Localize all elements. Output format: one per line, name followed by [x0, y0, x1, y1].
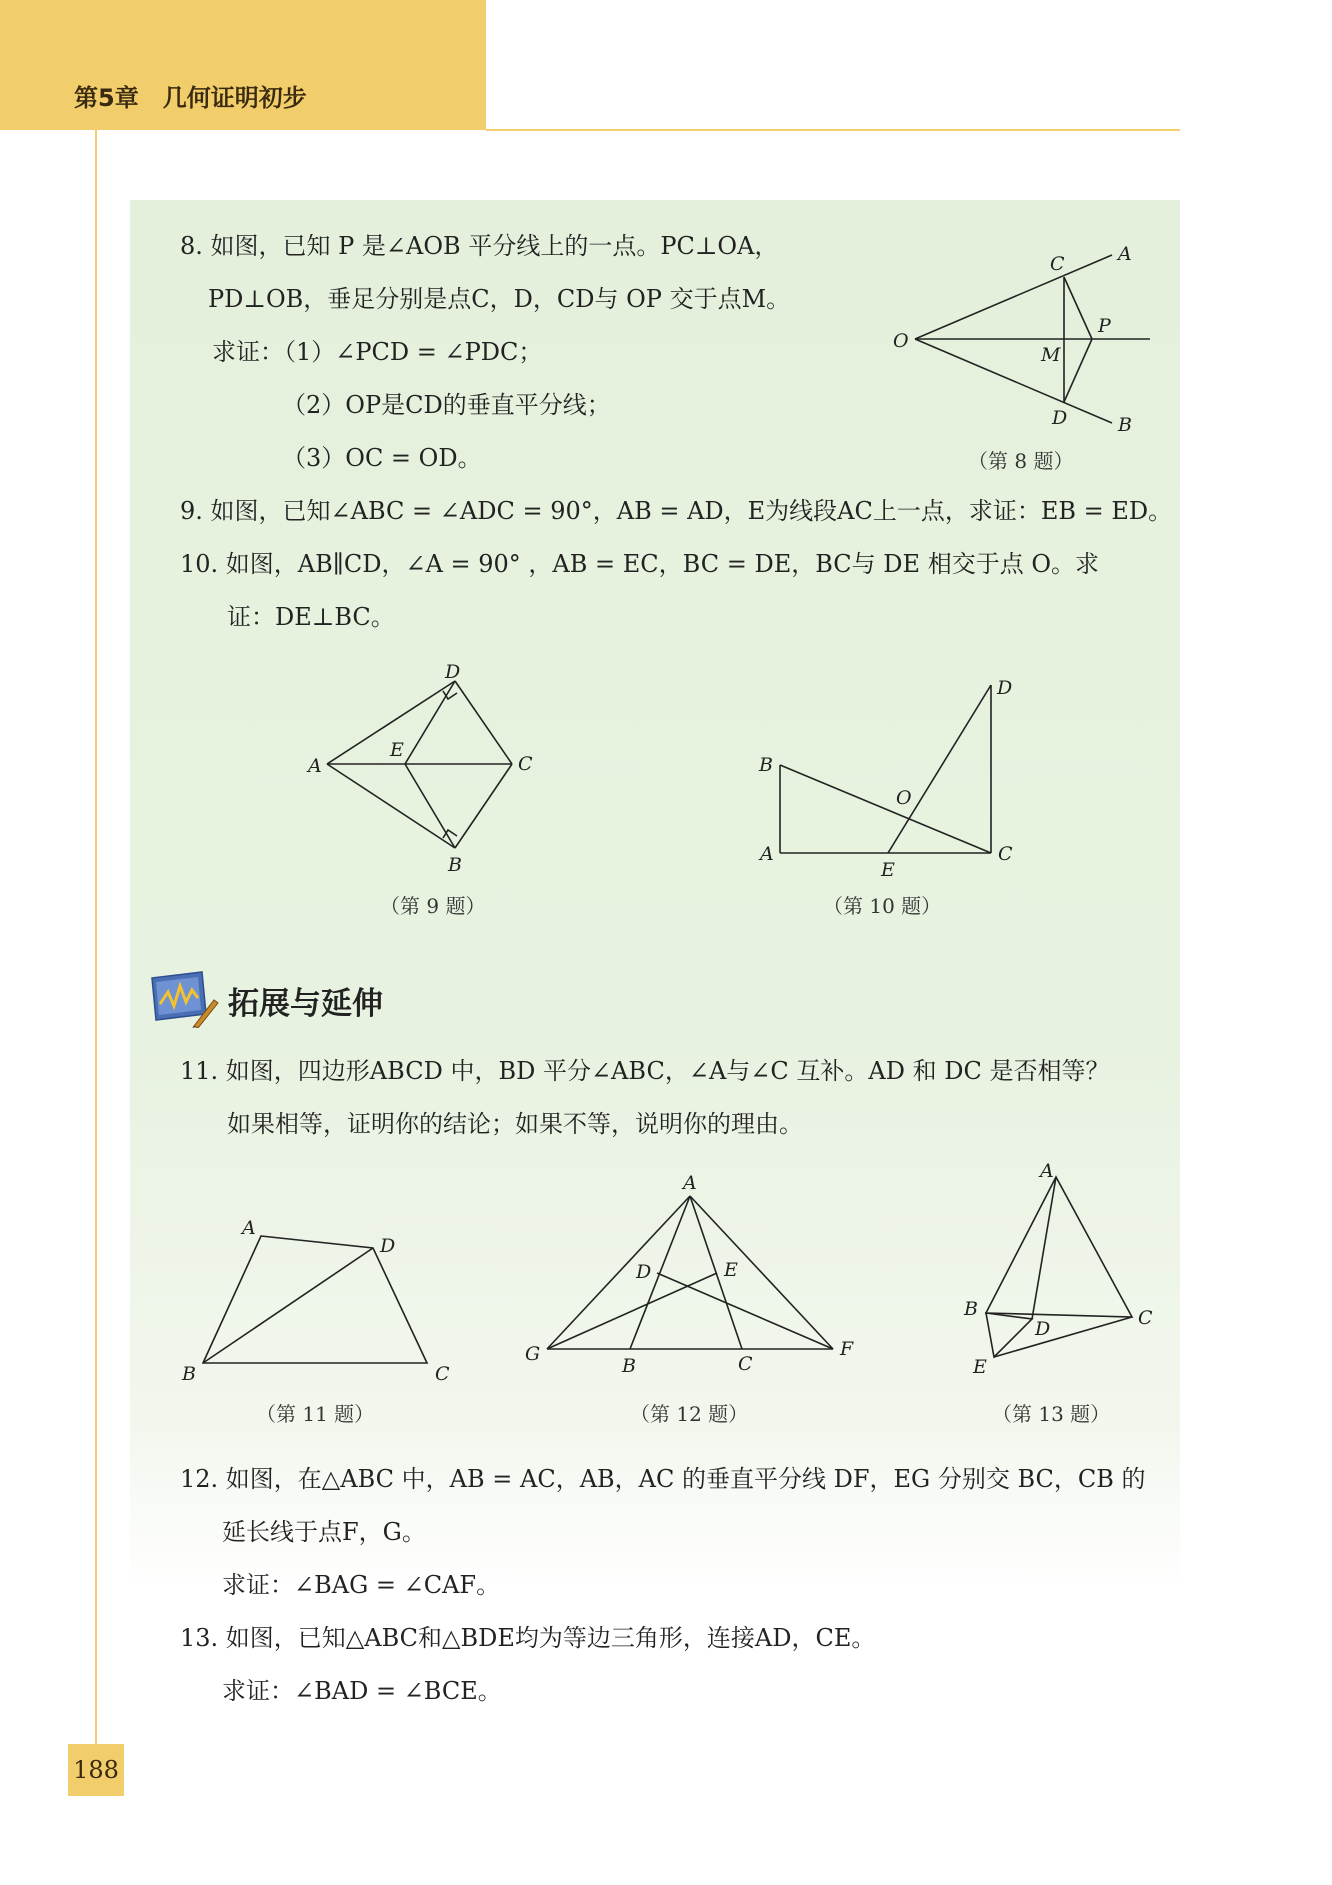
label-c: C	[435, 1363, 450, 1385]
label-a: A	[242, 1217, 256, 1239]
triangle-bde	[986, 1313, 1032, 1357]
segment-af	[690, 1196, 833, 1349]
label-e: E	[973, 1356, 987, 1378]
segment-eb	[405, 764, 455, 848]
figure-8	[880, 240, 1170, 440]
label-e: E	[724, 1259, 738, 1281]
ray-oa	[915, 255, 1112, 339]
figure-9-caption: （第 9 题）	[380, 894, 486, 918]
segment-eg	[547, 1273, 717, 1349]
problem-10-line-2: 证：DE⊥BC。	[227, 603, 395, 631]
label-a: A	[683, 1172, 697, 1194]
problem-11-line-2: 如果相等，证明你的结论；如果不等，说明你的理由。	[227, 1110, 803, 1138]
problem-13-line-2: 求证：∠BAD = ∠BCE。	[222, 1677, 502, 1705]
figure-12-caption: （第 12 题）	[630, 1402, 749, 1426]
label-e: E	[881, 859, 895, 881]
label-g: G	[525, 1343, 541, 1365]
label-d: D	[380, 1235, 396, 1257]
label-d: D	[997, 677, 1013, 699]
label-c: C	[1050, 253, 1065, 275]
label-b: B	[182, 1363, 196, 1385]
problem-8-line-1: 8. 如图，已知 P 是∠AOB 平分线上的一点。PC⊥OA，	[180, 232, 779, 260]
segment-ag	[547, 1196, 690, 1349]
label-a: A	[1040, 1160, 1054, 1182]
label-m: M	[1041, 344, 1061, 366]
label-c: C	[518, 753, 533, 775]
problem-11-line-1: 11. 如图，四边形ABCD 中，BD 平分∠ABC，∠A与∠C 互补。AD 和 DC 是否相等？	[180, 1057, 1110, 1085]
label-d: D	[1035, 1318, 1051, 1340]
figure-10-caption: （第 10 题）	[823, 894, 942, 918]
problem-10-line-1: 10. 如图，AB∥CD，∠A = 90° ，AB = EC，BC = DE，BC与 DE 相交于点 O。求	[180, 550, 1099, 578]
figure-9	[300, 660, 550, 880]
label-b: B	[759, 754, 773, 776]
segment-dp	[1064, 339, 1092, 402]
problem-9: 9. 如图，已知∠ABC = ∠ADC = 90°，AB = AD，E为线段AC上一点，求证：EB = ED。	[180, 497, 1173, 525]
problem-13-line-1: 13. 如图，已知△ABC和△BDE均为等边三角形，连接AD，CE。	[180, 1624, 876, 1652]
problem-12-line-1: 12. 如图，在△ABC 中，AB = AC，AB，AC 的垂直平分线 DF，EG 分别交 BC，CB 的	[180, 1465, 1146, 1493]
segment-cp	[1064, 277, 1092, 339]
label-p: P	[1098, 315, 1111, 337]
figure-8-caption: （第 8 题）	[968, 449, 1074, 473]
page-number: 188	[68, 1744, 124, 1796]
segment-ed	[405, 681, 455, 764]
label-b: B	[964, 1298, 978, 1320]
label-e: E	[390, 739, 404, 761]
problem-8-line-4: （2）OP是CD的垂直平分线；	[282, 391, 611, 419]
figure-13-caption: （第 13 题）	[992, 1402, 1111, 1426]
label-d: D	[445, 661, 461, 683]
header-rule	[486, 129, 1180, 131]
segment-ad	[1032, 1177, 1056, 1319]
segment-bc	[780, 765, 991, 853]
chapter-title: 第5章 几何证明初步	[74, 84, 307, 112]
label-c: C	[1138, 1307, 1153, 1329]
label-a: A	[1118, 243, 1132, 265]
label-b: B	[448, 854, 462, 876]
problem-12-line-3: 求证：∠BAG = ∠CAF。	[222, 1571, 501, 1599]
margin-rule	[95, 130, 97, 1745]
segment-ed	[888, 685, 991, 853]
label-f: F	[840, 1338, 854, 1360]
section-title: 拓展与延伸	[228, 986, 383, 1022]
label-o: O	[896, 787, 912, 809]
segment-df	[657, 1273, 833, 1349]
chart-pen-icon	[150, 970, 222, 1028]
triangle-abc	[986, 1177, 1132, 1317]
label-o: O	[893, 330, 909, 352]
label-d: D	[636, 1261, 652, 1283]
problem-8-line-5: （3）OC = OD。	[282, 444, 482, 472]
problem-8-line-2: PD⊥OB，垂足分别是点C，D，CD与 OP 交于点M。	[208, 285, 791, 313]
label-b: B	[1118, 414, 1132, 436]
figure-13	[940, 1160, 1180, 1390]
label-d: D	[1052, 407, 1068, 429]
figure-11	[180, 1210, 470, 1390]
label-a: A	[308, 755, 322, 777]
figure-10	[750, 670, 1030, 880]
label-c: C	[738, 1353, 753, 1375]
figure-11-caption: （第 11 题）	[256, 1402, 375, 1426]
label-c: C	[998, 843, 1013, 865]
segment-ab	[327, 764, 455, 848]
label-b: B	[622, 1355, 636, 1377]
ray-ob	[915, 339, 1112, 423]
label-a: A	[760, 843, 774, 865]
segment-bc	[455, 764, 512, 848]
segment-dc	[455, 681, 512, 764]
problem-12-line-2: 延长线于点F，G。	[222, 1518, 426, 1546]
figure-12	[520, 1170, 860, 1380]
problem-8-line-3: 求证：（1）∠PCD = ∠PDC；	[212, 338, 543, 366]
